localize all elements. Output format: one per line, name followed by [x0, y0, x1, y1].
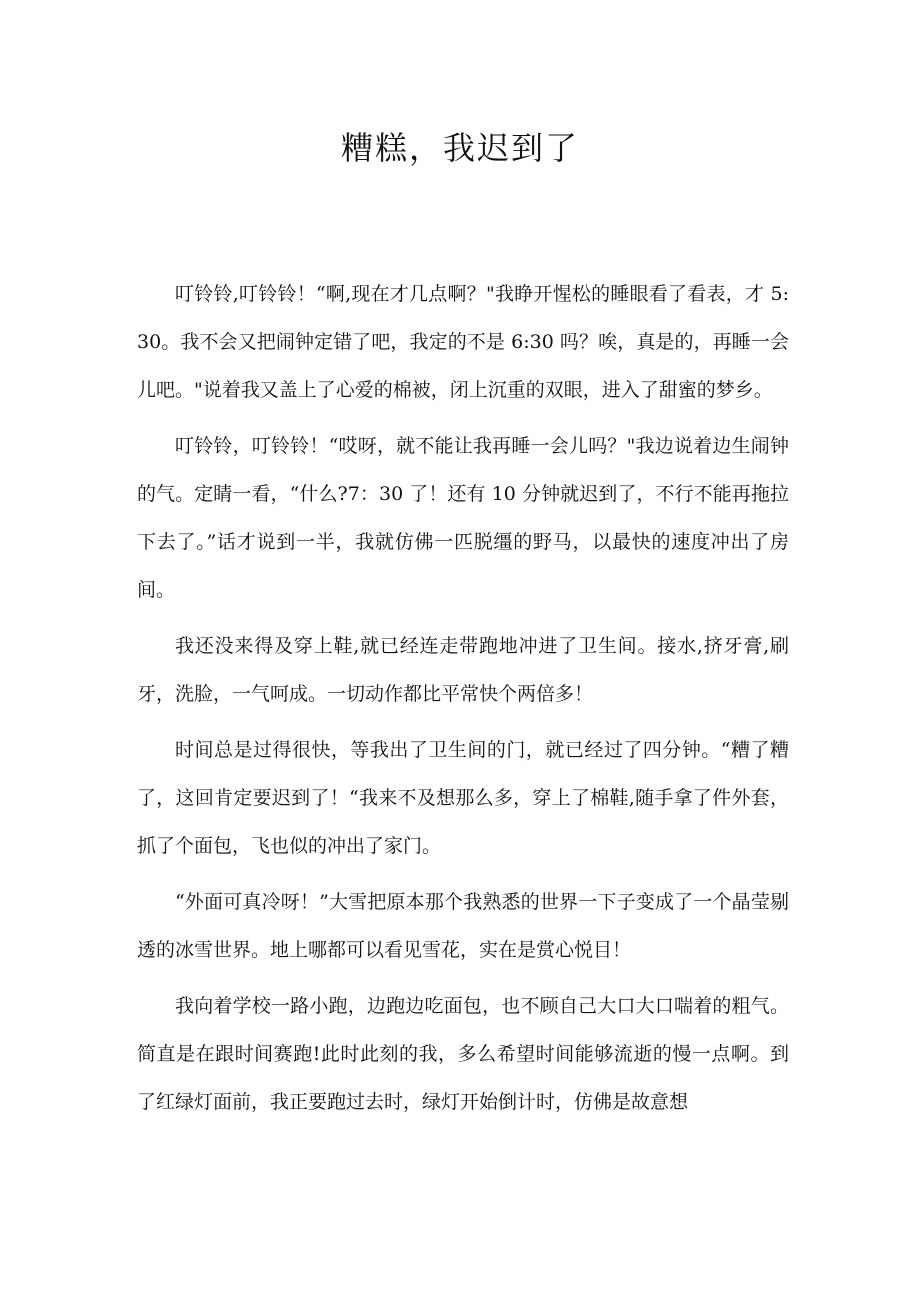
document-title: 糟糕，我迟到了 — [340, 129, 579, 167]
paragraph-2: 叮铃铃，叮铃铃！“哎呀，就不能让我再睡一会儿吗？"我边说着边生闹钟的气。定睛一看，“什么?7：30 了！还有 10 分钟就迟到了，不行不能再拖拉下去了。”话才说到一半，我就仿佛一匹脱缰的野马，以最快的速度冲出了房间。 — [137, 435, 789, 601]
paragraph-5: “外面可真冷呀！”大雪把原本那个我熟悉的世界一下子变成了一个晶莹剔透的冰雪世界。地上哪都可以看见雪花，实在是赏心悦目！ — [137, 891, 789, 961]
paragraph-6: 我向着学校一路小跑，边跑边吃面包，也不顾自己大口大口喘着的粗气。简直是在跟时间赛跑!此时此刻的我，多么希望时间能够流逝的慢一点啊。到了红绿灯面前，我正要跑过去时，绿灯开始倒计时，仿佛是故意想 — [137, 995, 789, 1113]
paragraph-3: 我还没来得及穿上鞋,就已经连走带跑地冲进了卫生间。接水,挤牙膏,刷牙，洗脸，一气呵成。一切动作都比平常快个两倍多！ — [137, 635, 789, 705]
paragraph-1: 叮铃铃,叮铃铃！“啊,现在才几点啊？"我睁开惺松的睡眼看了看表，才 5:30。我不会又把闹钟定错了吧，我定的不是 6:30 吗？唉，真是的，再睡一会儿吧。"说着我又盖上了心爱的棉被，闭上沉重的双眼，进入了甜蜜的梦乡。 — [137, 283, 789, 401]
paragraph-4: 时间总是过得很快，等我出了卫生间的门，就已经过了四分钟。“糟了糟了，这回肯定要迟到了！“我来不及想那么多，穿上了棉鞋,随手拿了件外套，抓了个面包，飞也似的冲出了家门。 — [137, 739, 789, 857]
document-body — [137, 270, 789, 1134]
